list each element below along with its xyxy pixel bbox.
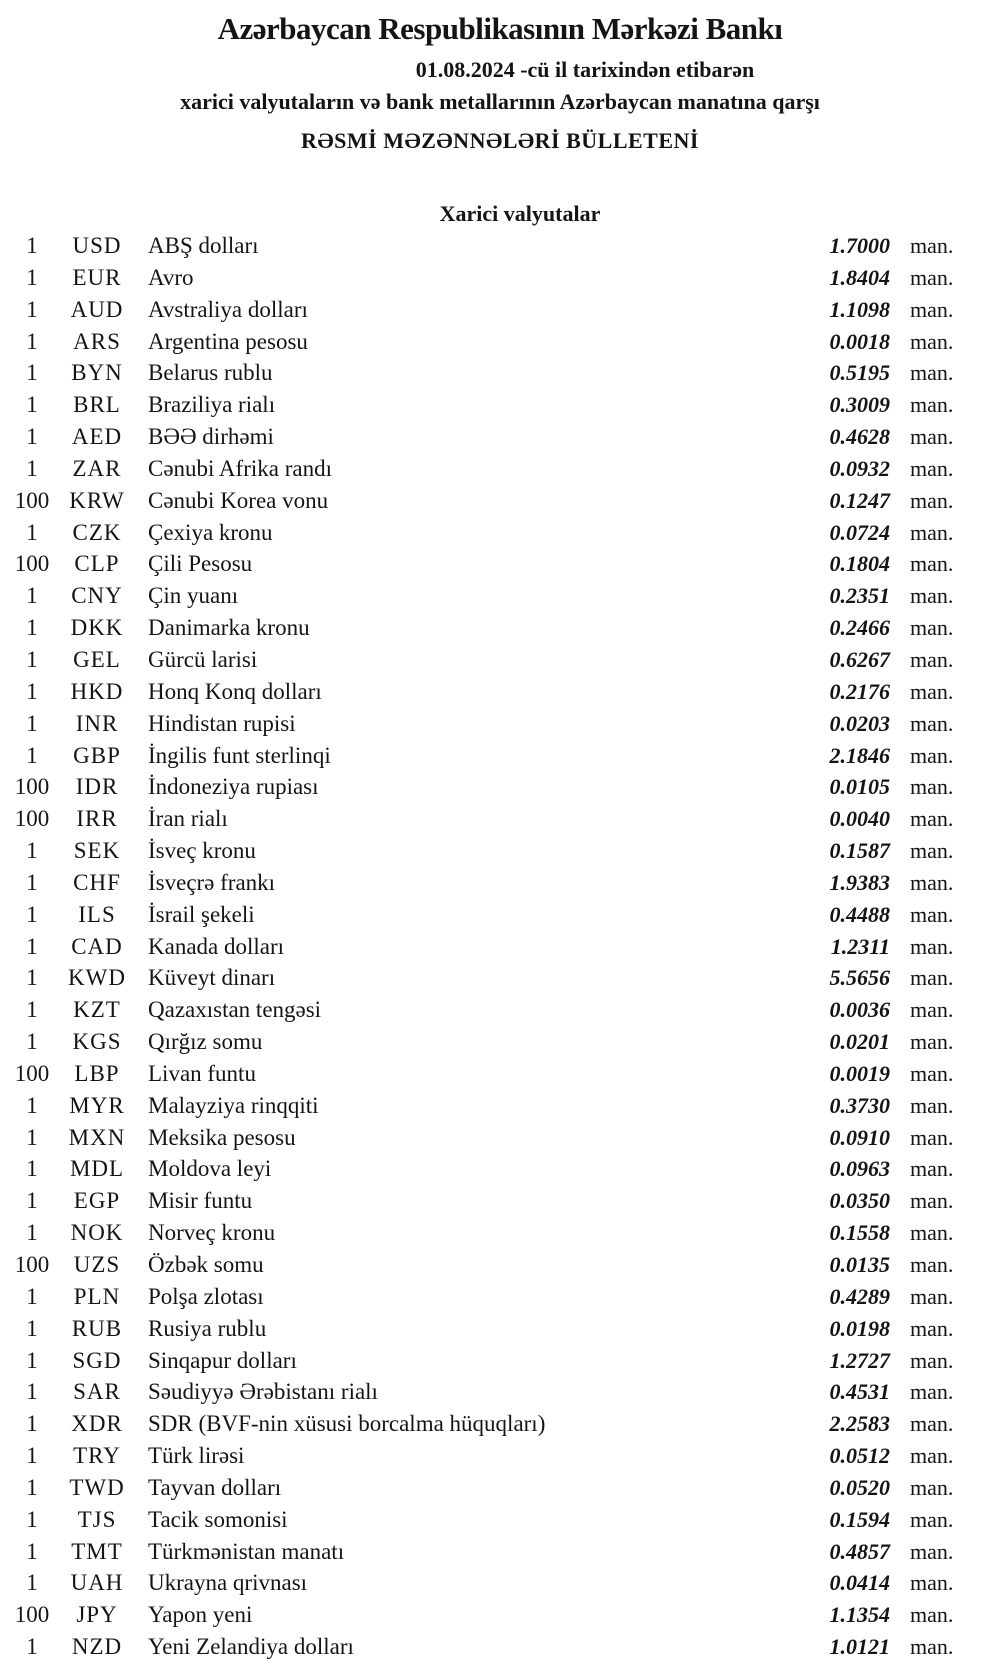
- rate-name: Rusiya rublu: [148, 1315, 267, 1341]
- rate-code: CNY: [71, 583, 123, 609]
- rate-unit: man.: [910, 1538, 954, 1564]
- rate-value: 0.0018: [829, 328, 890, 354]
- rate-name: Özbək somu: [148, 1252, 264, 1277]
- rate-name: Belarus rublu: [148, 360, 273, 386]
- rate-value: 0.0201: [829, 1029, 890, 1055]
- rate-row: [0, 453, 1000, 485]
- rate-name: Türk lirəsi: [148, 1443, 245, 1469]
- rate-row: [0, 1217, 1000, 1249]
- rate-qty: 100: [14, 1060, 50, 1086]
- rate-value: 1.9383: [829, 869, 890, 895]
- rate-unit: man.: [910, 233, 954, 258]
- rate-row: [0, 389, 1000, 421]
- rate-row: [0, 1504, 1000, 1536]
- rate-code: DKK: [70, 615, 124, 641]
- rate-code: MYR: [69, 1092, 125, 1118]
- rate-value: 0.0512: [829, 1443, 890, 1469]
- rate-unit: man.: [910, 1506, 954, 1532]
- rate-row: [0, 357, 1000, 389]
- rate-qty: 1: [26, 1506, 38, 1532]
- rate-unit: man.: [910, 1570, 954, 1596]
- rate-row: [0, 548, 1000, 580]
- rate-qty: 1: [26, 360, 38, 386]
- rate-qty: 1: [26, 583, 38, 609]
- bulletin-title: RƏSMİ MƏZƏNNƏLƏRİ BÜLLETENİ: [301, 128, 699, 153]
- rate-code: TMT: [71, 1538, 123, 1564]
- rate-code: GBP: [73, 742, 121, 768]
- rate-qty: 1: [26, 296, 38, 322]
- rate-name: Səudiyyə Ərəbistanı rialı: [148, 1379, 378, 1405]
- rate-unit: man.: [910, 1634, 954, 1660]
- rate-name: Kanada dolları: [148, 933, 285, 959]
- rate-value: 2.1846: [829, 742, 890, 768]
- rate-row: [0, 899, 1000, 931]
- rate-name: Çexiya kronu: [148, 519, 273, 545]
- rate-row: [0, 1249, 1000, 1281]
- rate-row: [0, 294, 1000, 326]
- rate-row: [0, 1567, 1000, 1599]
- rate-unit: man.: [910, 933, 954, 959]
- rate-row: [0, 962, 1000, 994]
- rate-row: [0, 803, 1000, 835]
- rate-qty: 1: [26, 328, 38, 354]
- rate-row: [0, 230, 1000, 262]
- rate-qty: 1: [26, 1156, 38, 1182]
- rate-value: 0.4531: [829, 1379, 890, 1405]
- rate-name: Polşa zlotası: [148, 1283, 264, 1309]
- rate-code: ZAR: [72, 455, 122, 481]
- rate-qty: 1: [26, 1443, 38, 1469]
- rate-name: Ukrayna qrivnası: [148, 1570, 308, 1596]
- rate-row: [0, 676, 1000, 708]
- rate-unit: man.: [910, 1474, 954, 1500]
- rate-row: [0, 708, 1000, 740]
- rate-name: Honq Konq dolları: [148, 678, 322, 704]
- rate-value: 0.0724: [829, 519, 890, 545]
- rate-code: TRY: [73, 1443, 121, 1469]
- rate-qty: 1: [26, 455, 38, 481]
- rate-qty: 1: [26, 1188, 38, 1214]
- rate-code: SGD: [72, 1347, 122, 1373]
- rate-name: Yapon yeni: [148, 1602, 253, 1628]
- rate-row: [0, 1153, 1000, 1185]
- rate-code: TJS: [77, 1506, 117, 1532]
- rate-code: CAD: [71, 933, 123, 959]
- rate-value: 1.0121: [829, 1634, 890, 1660]
- rate-unit: man.: [910, 1220, 954, 1246]
- rate-unit: man.: [910, 296, 954, 322]
- rate-value: 0.5195: [829, 360, 890, 386]
- rate-code: JPY: [76, 1602, 118, 1628]
- rate-unit: man.: [910, 1602, 954, 1628]
- rate-row: [0, 485, 1000, 517]
- rate-qty: 1: [26, 933, 38, 959]
- rate-code: ILS: [78, 901, 116, 927]
- rate-row: [0, 517, 1000, 549]
- rate-name: İndoneziya rupiası: [148, 774, 319, 800]
- rate-name: Argentina pesosu: [148, 328, 308, 354]
- rate-code: MDL: [69, 1156, 125, 1182]
- rates-table: [0, 230, 1000, 1663]
- rate-code: AED: [71, 424, 123, 450]
- rate-row: [0, 994, 1000, 1026]
- rate-value: 0.2351: [829, 583, 890, 609]
- rate-unit: man.: [910, 710, 954, 736]
- rate-name: Moldova leyi: [148, 1156, 272, 1182]
- rate-qty: 1: [26, 1634, 38, 1660]
- rate-name: Avstraliya dolları: [148, 296, 308, 322]
- rate-row: [0, 262, 1000, 294]
- rate-qty: 1: [26, 678, 38, 704]
- rate-qty: 1: [26, 742, 38, 768]
- rate-name: Livan funtu: [148, 1060, 256, 1086]
- rate-qty: 1: [26, 1315, 38, 1341]
- rate-value: 0.1587: [829, 838, 890, 864]
- rate-value: 1.1098: [829, 296, 890, 322]
- rate-qty: 1: [26, 1474, 38, 1500]
- rate-qty: 1: [26, 1283, 38, 1309]
- rate-value: 0.1594: [829, 1506, 890, 1532]
- rate-qty: 100: [14, 1252, 50, 1277]
- rate-name: Misir funtu: [148, 1188, 253, 1214]
- rate-code: BYN: [71, 360, 123, 386]
- rate-value: 0.4857: [829, 1538, 890, 1564]
- rate-unit: man.: [910, 1347, 954, 1373]
- rate-value: 2.2583: [829, 1411, 890, 1437]
- rate-row: [0, 835, 1000, 867]
- rate-row: [0, 326, 1000, 358]
- rate-code: RUB: [71, 1315, 123, 1341]
- rate-value: 0.2466: [829, 615, 890, 641]
- rate-row: [0, 1090, 1000, 1122]
- rate-unit: man.: [910, 901, 954, 927]
- rate-row: [0, 1026, 1000, 1058]
- rate-qty: 100: [14, 487, 50, 513]
- rate-qty: 1: [26, 1092, 38, 1118]
- rate-row: [0, 1599, 1000, 1631]
- rate-unit: man.: [910, 806, 954, 832]
- rate-code: PLN: [73, 1283, 121, 1309]
- rate-row: [0, 612, 1000, 644]
- rate-code: AUD: [70, 296, 124, 322]
- rate-code: KWD: [68, 965, 126, 991]
- rate-name: İsveç kronu: [148, 838, 256, 864]
- rate-code: IDR: [75, 774, 119, 800]
- rate-name: Cənubi Korea vonu: [148, 487, 329, 513]
- rate-code: ARS: [73, 328, 121, 354]
- rate-qty: 1: [26, 519, 38, 545]
- rate-value: 0.0135: [829, 1252, 890, 1277]
- rate-value: 0.0520: [829, 1474, 890, 1500]
- rate-value: 0.3730: [829, 1092, 890, 1118]
- rate-qty: 1: [26, 264, 38, 290]
- rate-qty: 1: [26, 233, 38, 258]
- rate-unit: man.: [910, 1060, 954, 1086]
- rate-name: Hindistan rupisi: [148, 710, 296, 736]
- rate-value: 0.3009: [829, 392, 890, 418]
- rate-name: İngilis funt sterlinqi: [148, 742, 331, 768]
- rate-unit: man.: [910, 328, 954, 354]
- rate-code: EGP: [73, 1188, 121, 1214]
- rate-row: [0, 1631, 1000, 1663]
- rate-unit: man.: [910, 646, 954, 672]
- rate-unit: man.: [910, 997, 954, 1023]
- rate-value: 1.1354: [829, 1602, 890, 1628]
- rate-code: EUR: [72, 264, 122, 290]
- rate-name: SDR (BVF-nin xüsusi borcalma hüquqları): [148, 1411, 546, 1437]
- rate-name: Braziliya rialı: [148, 392, 276, 418]
- rate-qty: 1: [26, 1379, 38, 1405]
- rate-unit: man.: [910, 1379, 954, 1405]
- rate-value: 1.2311: [830, 933, 890, 959]
- rate-qty: 1: [26, 1411, 38, 1437]
- rate-name: İran rialı: [148, 806, 228, 832]
- rate-row: [0, 1058, 1000, 1090]
- rate-value: 5.5656: [829, 965, 890, 991]
- rate-qty: 1: [26, 1570, 38, 1596]
- rate-value: 1.7000: [829, 233, 890, 258]
- rate-qty: 1: [26, 869, 38, 895]
- rate-unit: man.: [910, 1124, 954, 1150]
- rate-row: [0, 1536, 1000, 1568]
- rate-code: USD: [72, 233, 122, 258]
- rate-unit: man.: [910, 965, 954, 991]
- rate-name: Meksika pesosu: [148, 1124, 296, 1150]
- rate-value: 0.0105: [829, 774, 890, 800]
- rate-name: Qazaxıstan tengəsi: [148, 997, 322, 1023]
- rate-unit: man.: [910, 360, 954, 386]
- rate-name: Cənubi Afrika randı: [148, 455, 332, 481]
- rate-qty: 1: [26, 424, 38, 450]
- rate-name: Yeni Zelandiya dolları: [148, 1634, 354, 1660]
- rate-name: İsveçrə frankı: [148, 869, 276, 895]
- bank-title: Azərbaycan Respublikasının Mərkəzi Bankı: [217, 11, 783, 46]
- rate-value: 0.0019: [829, 1060, 890, 1086]
- rate-unit: man.: [910, 519, 954, 545]
- rate-row: [0, 421, 1000, 453]
- rate-unit: man.: [910, 455, 954, 481]
- rate-code: MXN: [68, 1124, 126, 1150]
- rate-unit: man.: [910, 487, 954, 513]
- rate-code: XDR: [71, 1411, 123, 1437]
- rate-code: CHF: [73, 869, 121, 895]
- rate-value: 0.0203: [829, 710, 890, 736]
- rate-code: CLP: [74, 551, 120, 577]
- rate-qty: 100: [14, 774, 50, 800]
- rate-qty: 1: [26, 1220, 38, 1246]
- rate-name: Küveyt dinarı: [148, 965, 276, 991]
- rate-qty: 1: [26, 1124, 38, 1150]
- effective-date-line: 01.08.2024 -cü il tarixindən etibarən: [415, 57, 755, 82]
- rate-row: [0, 867, 1000, 899]
- rate-value: 0.1247: [829, 487, 890, 513]
- rate-value: 0.1558: [829, 1220, 890, 1246]
- rate-unit: man.: [910, 392, 954, 418]
- rate-unit: man.: [910, 742, 954, 768]
- rate-qty: 1: [26, 1347, 38, 1373]
- rate-value: 0.4289: [829, 1283, 890, 1309]
- rate-unit: man.: [910, 774, 954, 800]
- rate-unit: man.: [910, 1156, 954, 1182]
- rate-code: KGS: [72, 1029, 122, 1055]
- rate-code: BRL: [73, 392, 121, 418]
- rate-value: 0.2176: [829, 678, 890, 704]
- rate-row: [0, 1185, 1000, 1217]
- rate-name: Avro: [148, 264, 194, 290]
- rate-unit: man.: [910, 869, 954, 895]
- rate-unit: man.: [910, 838, 954, 864]
- rate-qty: 100: [14, 551, 50, 577]
- rate-qty: 1: [26, 392, 38, 418]
- rate-qty: 1: [26, 901, 38, 927]
- rate-row: [0, 1281, 1000, 1313]
- rate-row: [0, 1345, 1000, 1377]
- rate-code: NZD: [71, 1634, 123, 1660]
- rate-value: 0.0414: [829, 1570, 890, 1596]
- subtitle-line: xarici valyutaların və bank metallarının Azərbaycan manatına qarşı: [180, 89, 820, 114]
- rate-row: [0, 1313, 1000, 1345]
- rate-name: Qırğız somu: [148, 1029, 263, 1055]
- rate-name: ABŞ dolları: [148, 233, 259, 258]
- rate-unit: man.: [910, 1283, 954, 1309]
- rate-unit: man.: [910, 583, 954, 609]
- rate-name: Tayvan dolları: [148, 1474, 282, 1500]
- rate-name: İsrail şekeli: [148, 901, 255, 927]
- rate-unit: man.: [910, 1315, 954, 1341]
- rate-row: [0, 1472, 1000, 1504]
- rate-row: [0, 740, 1000, 772]
- rate-qty: 100: [14, 1602, 50, 1628]
- rate-name: BƏƏ dirhəmi: [148, 424, 274, 450]
- rate-name: Tacik somonisi: [148, 1506, 288, 1532]
- rate-unit: man.: [910, 615, 954, 641]
- rate-value: 0.0910: [829, 1124, 890, 1150]
- rate-value: 0.0932: [829, 455, 890, 481]
- rate-row: [0, 644, 1000, 676]
- rate-name: Çili Pesosu: [148, 551, 253, 577]
- rate-name: Malayziya rinqqiti: [148, 1092, 319, 1118]
- rate-unit: man.: [910, 678, 954, 704]
- rate-name: Danimarka kronu: [148, 615, 310, 641]
- rate-row: [0, 771, 1000, 803]
- rate-code: SAR: [73, 1379, 121, 1405]
- rate-value: 0.1804: [829, 551, 890, 577]
- rate-qty: 100: [14, 806, 50, 832]
- rate-qty: 1: [26, 965, 38, 991]
- rate-unit: man.: [910, 424, 954, 450]
- rate-code: LBP: [74, 1060, 120, 1086]
- rate-name: Çin yuanı: [148, 583, 239, 609]
- rate-code: GEL: [73, 646, 121, 672]
- rate-qty: 1: [26, 710, 38, 736]
- rate-row: [0, 931, 1000, 963]
- rate-code: UZS: [73, 1252, 121, 1277]
- rate-unit: man.: [910, 551, 954, 577]
- rate-name: Gürcü larisi: [148, 646, 258, 672]
- rate-qty: 1: [26, 1538, 38, 1564]
- rate-name: Norveç kronu: [148, 1220, 276, 1246]
- rate-unit: man.: [910, 1443, 954, 1469]
- rate-qty: 1: [26, 997, 38, 1023]
- rate-unit: man.: [910, 1411, 954, 1437]
- rate-unit: man.: [910, 1092, 954, 1118]
- rate-unit: man.: [910, 1029, 954, 1055]
- rate-code: INR: [75, 710, 119, 736]
- rate-qty: 1: [26, 615, 38, 641]
- rate-unit: man.: [910, 1188, 954, 1214]
- rate-unit: man.: [910, 264, 954, 290]
- rate-name: Türkmənistan manatı: [148, 1538, 345, 1564]
- rate-row: [0, 1440, 1000, 1472]
- rate-row: [0, 1376, 1000, 1408]
- rate-row: [0, 1408, 1000, 1440]
- rate-code: HKD: [70, 678, 124, 704]
- rate-value: 0.6267: [829, 646, 890, 672]
- rate-value: 0.0040: [829, 806, 890, 832]
- rate-value: 0.0198: [829, 1315, 890, 1341]
- rate-qty: 1: [26, 838, 38, 864]
- rate-code: UAH: [70, 1570, 124, 1596]
- rate-row: [0, 580, 1000, 612]
- rate-code: SEK: [73, 838, 121, 864]
- rate-value: 0.4488: [829, 901, 890, 927]
- rate-name: Sinqapur dolları: [148, 1347, 297, 1373]
- rate-code: TWD: [69, 1474, 125, 1500]
- rate-code: NOK: [70, 1220, 124, 1246]
- section-title-foreign-currencies: Xarici valyutalar: [439, 201, 601, 226]
- rate-value: 1.2727: [829, 1347, 890, 1373]
- rate-code: CZK: [72, 519, 122, 545]
- rate-qty: 1: [26, 646, 38, 672]
- rate-code: IRR: [76, 806, 118, 832]
- rate-row: [0, 1122, 1000, 1154]
- rate-value: 1.8404: [829, 264, 890, 290]
- rate-code: KZT: [73, 997, 121, 1023]
- rate-unit: man.: [910, 1252, 954, 1277]
- rate-code: KRW: [69, 487, 125, 513]
- rate-value: 0.0036: [829, 997, 890, 1023]
- rate-value: 0.0350: [829, 1188, 890, 1214]
- rate-value: 0.0963: [829, 1156, 890, 1182]
- rate-value: 0.4628: [829, 424, 890, 450]
- rate-qty: 1: [26, 1029, 38, 1055]
